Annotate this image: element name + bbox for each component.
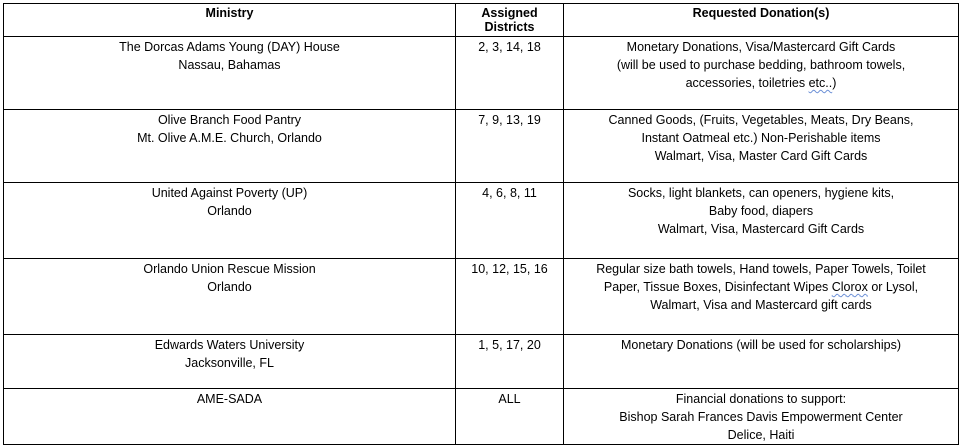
districts-cell <box>456 389 564 445</box>
header-row <box>4 4 959 37</box>
header-districts-label-line1: Assigned <box>481 6 538 20</box>
header-ministry-label: Ministry <box>205 6 254 20</box>
header-assigned-districts <box>456 4 564 37</box>
donation-line: Monetary Donations (will be used for scholarships) <box>621 338 901 352</box>
donation-line: Baby food, diapers <box>708 204 814 218</box>
ministry-name: Olive Branch Food Pantry <box>157 113 302 127</box>
donation-line: Instant Oatmeal etc.) Non-Perishable items <box>641 131 881 145</box>
ministry-cell <box>4 389 456 445</box>
districts-value: 7, 9, 13, 19 <box>478 113 541 127</box>
districts-cell <box>456 37 564 110</box>
header-districts-label-line2: Districts <box>484 20 535 34</box>
ministry-cell <box>4 110 456 183</box>
districts-cell <box>456 110 564 183</box>
donations-cell <box>564 183 959 259</box>
ministry-cell <box>4 37 456 110</box>
spellcheck-flagged-text: Clorox <box>831 280 868 294</box>
donation-line <box>568 74 954 92</box>
districts-cell <box>456 335 564 389</box>
table-row <box>4 37 959 110</box>
ministry-location: Orlando <box>207 204 252 218</box>
ministry-cell <box>4 259 456 335</box>
table-row <box>4 259 959 335</box>
header-ministry <box>4 4 456 37</box>
spellcheck-flagged-text: etc.. <box>808 76 833 90</box>
ministry-name: Orlando Union Rescue Mission <box>143 262 316 276</box>
donation-line: Delice, Haiti <box>727 428 795 442</box>
table-row <box>4 389 959 445</box>
donation-text: Paper, Tissue Boxes, Disinfectant Wipes <box>603 280 832 294</box>
donation-line: Socks, light blankets, can openers, hygiene kits, <box>627 186 895 200</box>
ministry-location: Jacksonville, FL <box>185 356 274 370</box>
ministry-name: The Dorcas Adams Young (DAY) House <box>119 40 340 54</box>
donation-line: Monetary Donations, Visa/Mastercard Gift Cards <box>626 40 896 54</box>
donation-text: ) <box>832 76 837 90</box>
districts-value: 10, 12, 15, 16 <box>471 262 548 276</box>
donations-cell <box>564 389 959 445</box>
table-row <box>4 110 959 183</box>
ministry-location: Orlando <box>207 280 252 294</box>
ministry-cell <box>4 335 456 389</box>
districts-value: 4, 6, 8, 11 <box>482 186 537 200</box>
donation-line: Financial donations to support: <box>675 392 847 406</box>
ministry-location: Nassau, Bahamas <box>178 58 281 72</box>
ministry-name: United Against Poverty (UP) <box>151 186 308 200</box>
districts-cell <box>456 259 564 335</box>
donation-table <box>3 3 959 445</box>
districts-value: 1, 5, 17, 20 <box>478 338 541 352</box>
donation-line: Walmart, Visa, Mastercard Gift Cards <box>657 222 865 236</box>
donation-line: (will be used to purchase bedding, bathroom towels, <box>616 58 906 72</box>
donations-cell <box>564 37 959 110</box>
donation-line: Regular size bath towels, Hand towels, Paper Towels, Toilet <box>596 262 926 276</box>
header-requested-donations <box>564 4 959 37</box>
ministry-cell <box>4 183 456 259</box>
donations-cell <box>564 335 959 389</box>
districts-value: ALL <box>498 392 521 406</box>
donation-line: Bishop Sarah Frances Davis Empowerment Center <box>619 410 903 424</box>
donation-line: Walmart, Visa and Mastercard gift cards <box>650 298 872 312</box>
header-donations-label: Requested Donation(s) <box>692 6 830 20</box>
donations-cell <box>564 110 959 183</box>
donations-cell <box>564 259 959 335</box>
ministry-location: Mt. Olive A.M.E. Church, Orlando <box>137 131 322 145</box>
donation-line <box>568 278 954 296</box>
ministry-name: AME-SADA <box>196 392 263 406</box>
donation-text: or Lysol, <box>867 280 919 294</box>
table-row <box>4 183 959 259</box>
donation-line: Walmart, Visa, Master Card Gift Cards <box>654 149 868 163</box>
donation-text: accessories, toiletries <box>685 76 809 90</box>
table-row <box>4 335 959 389</box>
donation-line: Canned Goods, (Fruits, Vegetables, Meats, Dry Beans, <box>608 113 914 127</box>
ministry-name: Edwards Waters University <box>154 338 305 352</box>
districts-cell <box>456 183 564 259</box>
districts-value: 2, 3, 14, 18 <box>478 40 541 54</box>
